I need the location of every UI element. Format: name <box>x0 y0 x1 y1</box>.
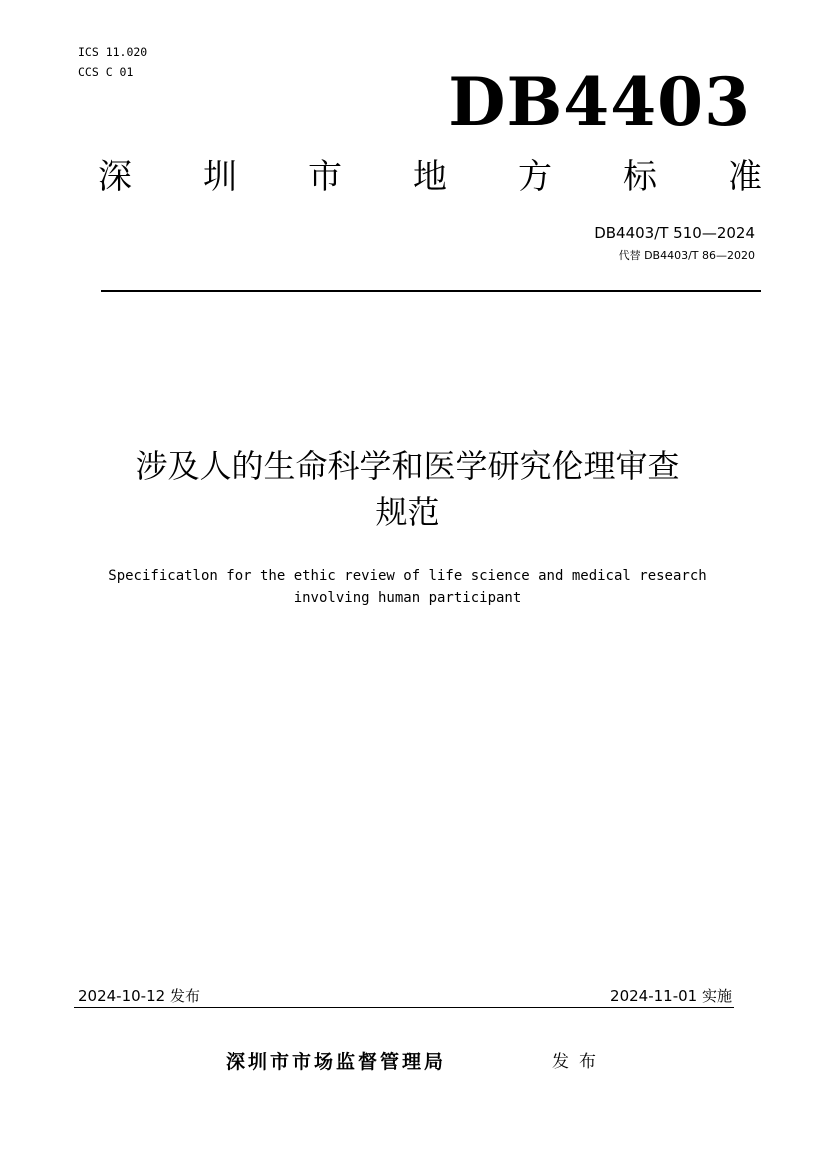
standard-type-char: 准 <box>728 157 762 197</box>
standard-type-char: 圳 <box>203 157 237 197</box>
title-cn-line-2: 规范 <box>375 493 440 531</box>
standard-number: DB4403/T 510—2024 <box>594 224 755 242</box>
title-en-line-2: involving human participant <box>293 590 522 606</box>
title-en-line-1: Specificatlon for the ethic review of life science and medical research <box>108 568 707 584</box>
standard-type-char: 市 <box>308 157 342 197</box>
standard-type-heading <box>98 155 762 199</box>
implementation-date: 2024-11-01 实施 <box>610 987 732 1005</box>
classification-codes <box>78 42 147 82</box>
standard-type-char: 地 <box>413 157 447 197</box>
document-title-cn <box>0 443 815 535</box>
standard-type-char: 标 <box>623 157 657 197</box>
issue-date: 2024-10-12 发布 <box>78 987 200 1005</box>
header-divider <box>101 290 761 292</box>
ccs-code: CCS C 01 <box>78 65 134 79</box>
title-cn-line-1: 涉及人的生命科学和医学研究伦理审查 <box>135 447 680 485</box>
ics-code: ICS 11.020 <box>78 45 148 59</box>
footer-divider <box>74 1007 734 1008</box>
replaces-standard: 代替 DB4403/T 86—2020 <box>618 249 755 262</box>
publish-label: 发布 <box>552 1052 606 1072</box>
db-code-heading: DB4403 <box>448 63 751 141</box>
document-title-en <box>0 565 815 609</box>
publisher-name: 深圳市市场监督管理局 <box>226 1051 447 1073</box>
standard-type-char: 方 <box>518 157 552 197</box>
standard-type-char: 深 <box>98 157 132 197</box>
